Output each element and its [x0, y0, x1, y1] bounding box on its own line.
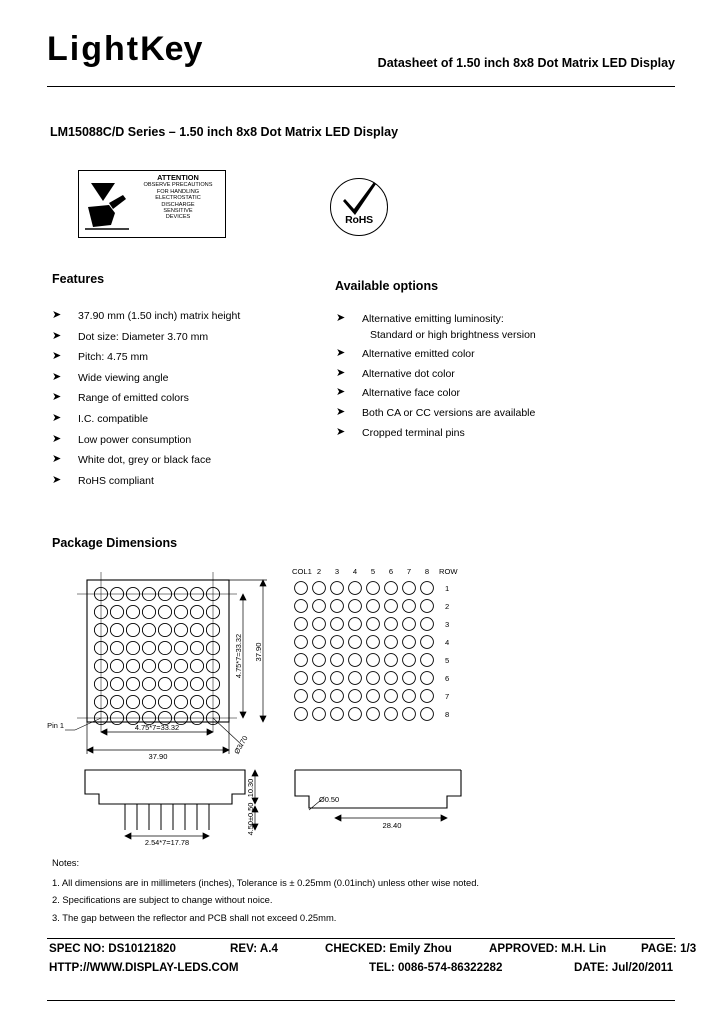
list-item-label: White dot, grey or black face — [78, 454, 212, 467]
arrow-bullet-icon: ➤ — [336, 366, 346, 379]
header-divider — [47, 86, 675, 87]
matrix-col-2: 2 — [316, 567, 322, 576]
features-list — [52, 310, 317, 495]
list-item — [336, 387, 636, 399]
list-item — [336, 427, 636, 439]
matrix-col-3: 3 — [334, 567, 340, 576]
list-item — [52, 434, 317, 446]
list-item-label: I.C. compatible — [78, 412, 149, 425]
notes-section — [52, 854, 652, 926]
matrix-row-5: 5 — [445, 656, 450, 665]
list-item-label: Alternative emitting luminosity: — [362, 313, 504, 325]
matrix-row-8: 8 — [445, 710, 450, 719]
note-item: 1. All dimensions are in millimeters (inches), Tolerance is ± 0.25mm (0.01inch) unless other wise noted. — [52, 876, 480, 888]
front-view-pin1-label: Pin 1 — [47, 721, 64, 730]
rohs-badge — [330, 178, 388, 236]
list-item — [52, 392, 317, 404]
matrix-col-7: 7 — [406, 567, 412, 576]
matrix-col-8: 8 — [424, 567, 430, 576]
options-heading: Available options — [335, 279, 439, 293]
list-item — [52, 413, 317, 425]
notes-title: Notes: — [52, 857, 80, 868]
esd-warning-box — [78, 170, 226, 238]
side-view-height-label: 10.30 — [246, 778, 255, 798]
footer-page: PAGE: 1/3 — [641, 942, 697, 955]
dimension-drawings-svg — [47, 560, 675, 845]
logo-light-text: Light — [47, 30, 141, 68]
matrix-row-6: 6 — [445, 674, 450, 683]
page-header — [47, 30, 675, 86]
bottom-view-pin-dia-label: Ø0.50 — [319, 795, 340, 804]
footer-row-2 — [49, 961, 675, 980]
footer-approved: APPROVED: M.H. Lin — [489, 942, 607, 955]
package-dimensions-heading: Package Dimensions — [52, 536, 178, 550]
front-view-width-label: 37.90 — [148, 752, 168, 761]
matrix-col-label: COL1 — [292, 567, 312, 576]
list-item-label: Dot size: Diameter 3.70 mm — [78, 330, 209, 343]
front-view-pitch-v-label: 4.75*7=33.32 — [234, 633, 243, 679]
esd-hand-icon — [85, 179, 129, 231]
side-view-drawing — [85, 770, 258, 845]
arrow-bullet-icon: ➤ — [52, 411, 62, 424]
matrix-col-4: 4 — [352, 567, 358, 576]
checkmark-icon — [343, 181, 377, 217]
arrow-bullet-icon: ➤ — [52, 432, 62, 445]
brand-logo — [47, 30, 202, 69]
list-item-label: Alternative emitted color — [362, 348, 475, 361]
footer-tel: TEL: 0086-574-86322282 — [369, 961, 503, 974]
footer-date: DATE: Jul/20/2011 — [574, 961, 674, 974]
arrow-bullet-icon: ➤ — [52, 309, 62, 321]
arrow-bullet-icon: ➤ — [336, 425, 346, 438]
footer-divider-bottom — [47, 1000, 675, 1001]
header-subtitle: Datasheet of 1.50 inch 8x8 Dot Matrix LED Display — [377, 56, 675, 70]
arrow-bullet-icon: ➤ — [336, 386, 346, 399]
list-item-label: Standard or high brightness version — [370, 328, 536, 341]
footer-spec-no: SPEC NO: DS10121820 — [49, 942, 176, 955]
side-view-pin-pitch-label: 2.54*7=17.78 — [144, 838, 190, 845]
arrow-bullet-icon: ➤ — [52, 350, 62, 363]
arrow-bullet-icon: ➤ — [336, 405, 346, 418]
arrow-bullet-icon: ➤ — [52, 453, 62, 466]
matrix-row-3: 3 — [445, 620, 450, 629]
options-list — [336, 313, 636, 446]
list-item-label: Low power consumption — [78, 433, 192, 446]
esd-line-5: SENSITIVE — [163, 208, 193, 215]
list-item — [52, 331, 317, 343]
matrix-row-2: 2 — [445, 602, 450, 611]
list-item-sub — [336, 329, 636, 341]
page-footer — [49, 942, 697, 980]
esd-warning-text — [131, 175, 225, 221]
list-item-label: Cropped terminal pins — [362, 426, 465, 439]
esd-line-4: DISCHARGE — [161, 201, 195, 208]
matrix-row-label: ROW — [439, 567, 458, 576]
list-item — [336, 313, 636, 325]
esd-line-6: DEVICES — [165, 214, 191, 221]
list-item — [52, 310, 317, 322]
features-heading: Features — [52, 272, 105, 286]
list-item-label: Range of emitted colors — [78, 392, 189, 405]
arrow-bullet-icon: ➤ — [52, 473, 62, 486]
list-item-label: 37.90 mm (1.50 inch) matrix height — [78, 310, 241, 322]
bottom-view-depth-label: 28.40 — [382, 821, 402, 830]
list-item-label: Wide viewing angle — [78, 371, 169, 384]
matrix-col-5: 5 — [370, 567, 376, 576]
bottom-view-drawing — [295, 770, 461, 830]
esd-line-3: ELECTROSTATIC — [155, 195, 201, 202]
matrix-row-7: 7 — [445, 692, 450, 701]
matrix-col-6: 6 — [388, 567, 394, 576]
list-item — [52, 372, 317, 384]
list-item — [336, 348, 636, 360]
list-item-label: Alternative dot color — [362, 367, 455, 380]
front-view-dot-dia-label: Ø3.70 — [232, 734, 250, 756]
matrix-layout-drawing — [292, 567, 458, 720]
footer-checked: CHECKED: Emily Zhou — [325, 942, 452, 955]
list-item — [336, 368, 636, 380]
footer-website[interactable]: HTTP://WWW.DISPLAY-LEDS.COM — [49, 961, 239, 974]
front-view-height-label: 37.90 — [254, 642, 263, 662]
list-item — [336, 407, 636, 419]
list-item-label: RoHS compliant — [78, 474, 154, 487]
arrow-bullet-icon: ➤ — [52, 370, 62, 383]
front-view-drawing — [47, 572, 267, 761]
footer-row-1 — [49, 942, 697, 961]
arrow-bullet-icon: ➤ — [336, 347, 346, 360]
arrow-bullet-icon: ➤ — [52, 329, 62, 342]
esd-attention-label: ATTENTION — [157, 173, 199, 182]
list-item — [52, 454, 317, 466]
rohs-label: RoHS — [345, 214, 373, 226]
page-title: LM15088C/D Series – 1.50 inch 8x8 Dot Matrix LED Display — [50, 125, 399, 139]
list-item-label: Alternative face color — [362, 387, 461, 400]
list-item-label: Pitch: 4.75 mm — [78, 351, 149, 364]
matrix-row-4: 4 — [445, 638, 450, 647]
footer-divider-top — [47, 938, 675, 939]
list-item — [52, 475, 317, 487]
note-item: 3. The gap between the reflector and PCB shall not exceed 0.25mm. — [52, 911, 337, 923]
front-view-pitch-h-label: 4.75*7=33.32 — [134, 723, 180, 732]
footer-rev: REV: A.4 — [230, 942, 278, 955]
list-item — [52, 351, 317, 363]
esd-line-1: OBSERVE PRECAUTIONS — [143, 182, 213, 189]
matrix-row-1: 1 — [445, 584, 450, 593]
logo-key-text: Key — [140, 30, 203, 68]
arrow-bullet-icon: ➤ — [52, 391, 62, 404]
esd-line-2: FOR HANDLING — [156, 188, 200, 195]
arrow-bullet-icon: ➤ — [336, 312, 346, 324]
package-drawings — [47, 560, 675, 845]
note-item: 2. Specifications are subject to change without noice. — [52, 894, 273, 905]
side-view-pin-length-label: 4.50±0.50 — [246, 802, 255, 836]
list-item-label: Both CA or CC versions are available — [362, 406, 536, 419]
